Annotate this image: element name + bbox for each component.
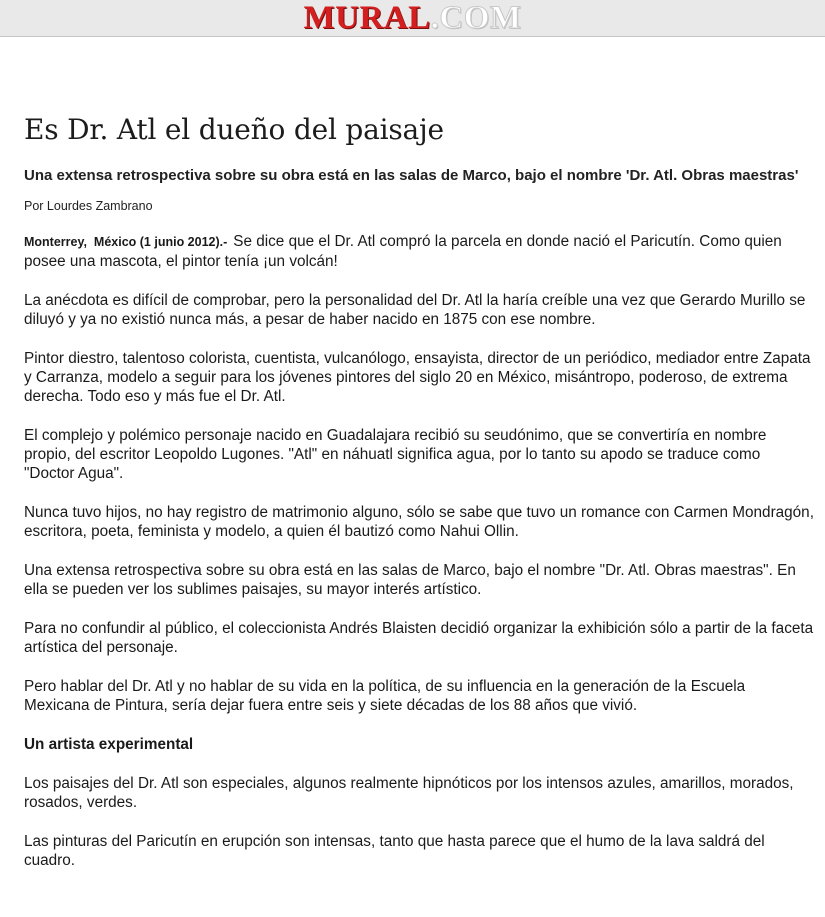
article-headline: Es Dr. Atl el dueño del paisaje: [24, 113, 444, 146]
article-paragraph: Nunca tuvo hijos, no hay registro de matrimonio alguno, sólo se sabe que tuvo un romance con Carmen Mondragón, escritora, poeta, feminista y modelo, a quien él bautizó como Nahui Ollin.: [24, 504, 814, 540]
article-subheadline: Una extensa retrospectiva sobre su obra está en las salas de Marco, bajo el nombre 'Dr. Atl. Obras maestras': [24, 167, 799, 184]
article-paragraph: [24, 232, 814, 271]
article-paragraph: Una extensa retrospectiva sobre su obra está en las salas de Marco, bajo el nombre "Dr. Atl. Obras maestras". En ella se pueden ver los sublimes paisajes, su mayor interés artístico.: [24, 562, 796, 598]
article-dateline: Monterrey, México (1 junio 2012).-: [24, 235, 228, 249]
mural-logo[interactable]: [0, 1, 825, 35]
masthead: [0, 0, 825, 37]
section-heading: Un artista experimental: [24, 736, 194, 753]
logo-main-text: MURAL: [303, 0, 431, 36]
article-paragraph: La anécdota es difícil de comprobar, pero la personalidad del Dr. Atl la haría creíble una vez que Gerardo Murillo se diluyó y ya no existió nunca más, a pesar de haber nacido en 1875 con ese nombre.: [24, 292, 806, 328]
article-paragraph: Pero hablar del Dr. Atl y no hablar de su vida en la política, de su influencia en la generación de la Escuela Mexicana de Pintura, sería dejar fuera entre seis y siete décadas de los 88 años que vivió.: [24, 678, 746, 714]
article-paragraph: Pintor diestro, talentoso colorista, cuentista, vulcanólogo, ensayista, director de un periódico, mediador entre Zapata y Carranza, modelo a seguir para los jóvenes pintores del siglo 20 en México, misántropo, poderoso, de extrema derecha. Todo eso y más fue el Dr. Atl.: [24, 350, 811, 405]
article-paragraph: El complejo y polémico personaje nacido en Guadalajara recibió su seudónimo, que se convertiría en nombre propio, del escritor Leopoldo Lugones. "Atl" en náhuatl significa agua, por lo tanto su apodo se traduce como "Doctor Agua".: [24, 427, 767, 482]
article-paragraph: Los paisajes del Dr. Atl son especiales, algunos realmente hipnóticos por los intensos azules, amarillos, morados, rosados, verdes.: [24, 775, 794, 811]
logo-domain-text: .COM: [430, 0, 522, 36]
article-byline: Por Lourdes Zambrano: [24, 199, 153, 213]
article-paragraph: Las pinturas del Paricutín en erupción son intensas, tanto que hasta parece que el humo de la lava saldrá del cuadro.: [24, 833, 765, 869]
paragraph-text: Se dice que el Dr. Atl compró la parcela en donde nació el Paricutín. Como quien posee una mascota, el pintor tenía ¡un volcán!: [24, 233, 782, 270]
article: [24, 112, 814, 890]
article-paragraph: Para no confundir al público, el coleccionista Andrés Blaisten decidió organizar la exhibición sólo a partir de la faceta artística del personaje.: [24, 620, 814, 656]
